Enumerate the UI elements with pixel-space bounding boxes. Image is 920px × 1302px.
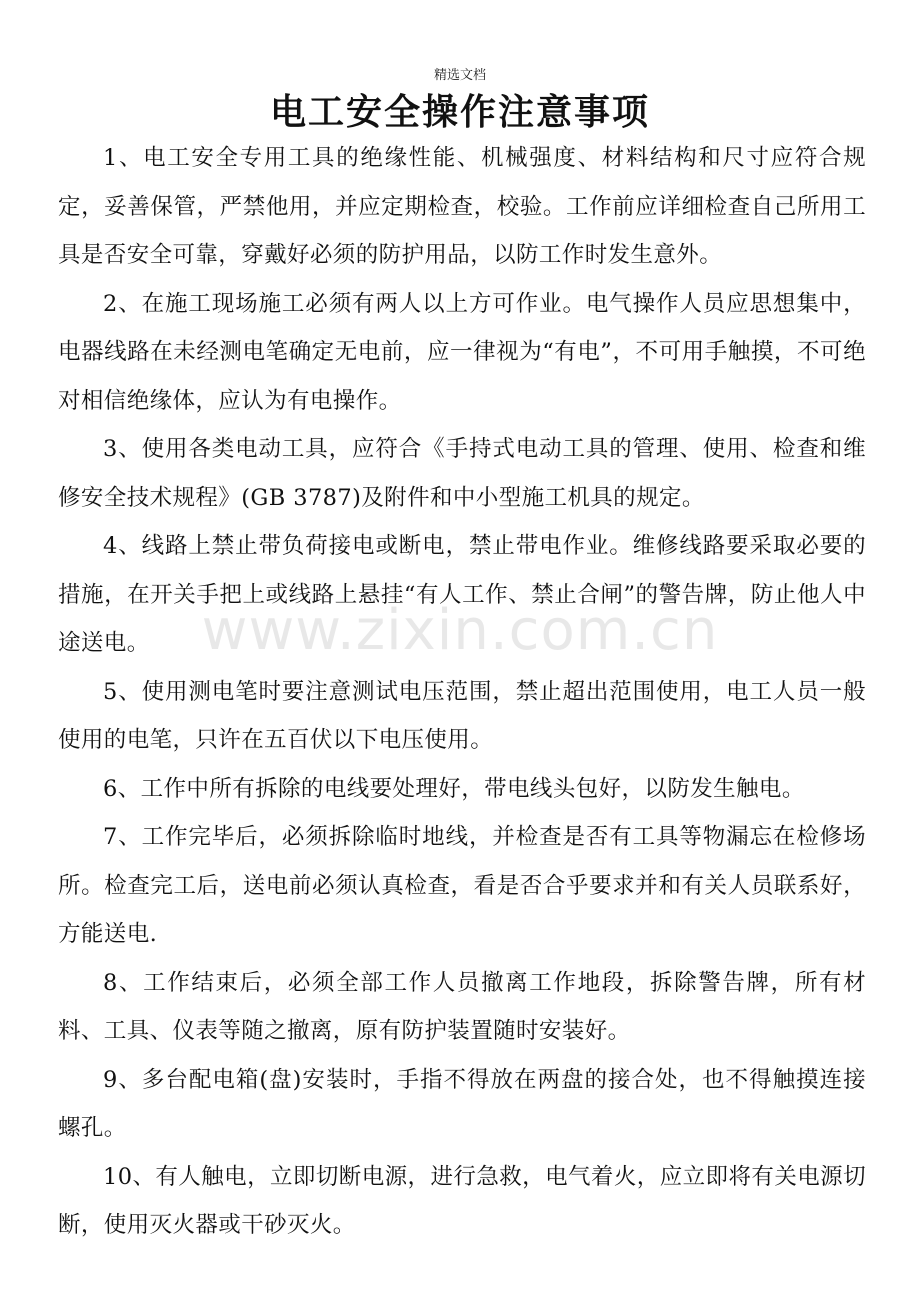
document-title: 电工安全操作注意事项: [269, 91, 650, 133]
paragraph-4: 4、线路上禁止带负荷接电或断电，禁止带电作业。维修线路要采取必要的措施，在开关手把上或线路上悬挂“有人工作、禁止合闸”的警告牌，防止他人中途送电。: [58, 533, 866, 656]
paragraph-5: 5、使用测电笔时要注意测试电压范围，禁止超出范围使用，电工人员一般使用的电笔，只许在五百伏以下电压使用。: [58, 678, 866, 753]
paragraph-1: 1、电工安全专用工具的绝缘性能、机械强度、材料结构和尺寸应符合规定，妥善保管，严禁他用，并应定期检查，校验。工作前应详细检查自己所用工具是否安全可靠，穿戴好必须的防护用品，以防工作时发生意外。: [58, 145, 866, 268]
watermark: www.zixin.com.cn: [201, 598, 719, 663]
paragraph-2: 2、在施工现场施工必须有两人以上方可作业。电气操作人员应思想集中，电器线路在未经测电笔确定无电前，应一律视为“有电”，不可用手触摸，不可绝对相信绝缘体，应认为有电操作。: [58, 290, 866, 414]
paragraph-7: 7、工作完毕后，必须拆除临时地线，并检查是否有工具等物漏忘在检修场所。检查完工后，送电前必须认真检查，看是否合乎要求并和有关人员联系好，方能送电.: [58, 824, 866, 947]
header-label: 精选文档: [433, 68, 486, 83]
paragraph-8: 8、工作结束后，必须全部工作人员撤离工作地段，拆除警告牌，所有材料、工具、仪表等随之撤离，原有防护装置随时安装好。: [58, 969, 866, 1044]
document-body: [58, 134, 866, 1250]
paragraph-10: 10、有人触电，立即切断电源，进行急救，电气着火，应立即将有关电源切断，使用灭火器或干砂灭火。: [58, 1163, 866, 1238]
paragraph-3: 3、使用各类电动工具，应符合《手持式电动工具的管理、使用、检查和维修安全技术规程》(GB 3787)及附件和中小型施工机具的规定。: [58, 436, 866, 511]
paragraph-6: 6、工作中所有拆除的电线要处理好，带电线头包好，以防发生触电。: [103, 775, 805, 802]
paragraph-9: 9、多台配电箱(盘)安装时，手指不得放在两盘的接合处，也不得触摸连接螺孔。: [58, 1066, 866, 1141]
